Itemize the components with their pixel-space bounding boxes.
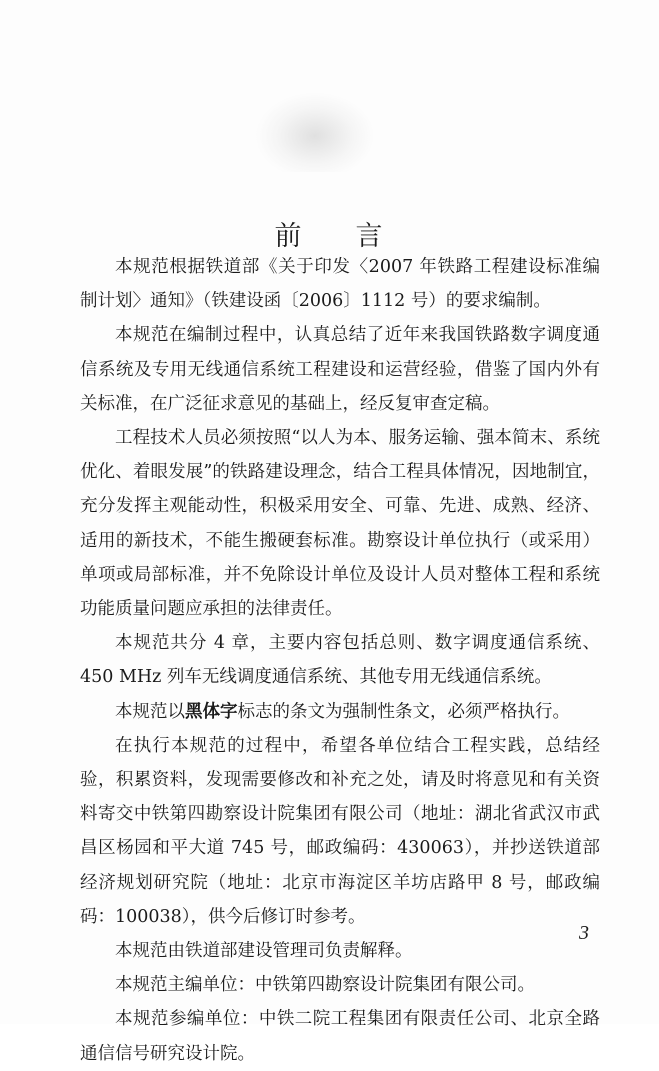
paragraph: 本规范由铁道部建设管理司负责解释。 bbox=[115, 941, 413, 962]
title-char-1: 前 bbox=[274, 221, 304, 253]
paragraph-mandatory-note bbox=[80, 695, 600, 729]
paragraph: 本规范共分 4 章，主要内容包括总则、数字调度通信系统、450 MHz 列车无线调度通信系统、其他专用无线通信系统。 bbox=[80, 633, 600, 688]
scan-smudge bbox=[255, 92, 375, 172]
page-title bbox=[0, 214, 659, 253]
page-number: 3 bbox=[579, 922, 589, 944]
preface-body bbox=[80, 250, 600, 1071]
paragraph: 本规范在编制过程中，认真总结了近年来我国铁路数字调度通信系统及专用无线通信系统工程建设和运营经验，借鉴了国内外有关标准，在广泛征求意见的基础上，经反复审查定稿。 bbox=[80, 325, 600, 414]
paragraph: 本规范根据铁道部《关于印发〈2007 年铁路工程建设标准编制计划〉通知》（铁建设函〔2006〕1112 号）的要求编制。 bbox=[80, 257, 600, 312]
note-prefix: 本规范以 bbox=[115, 701, 185, 722]
note-suffix: 标志的条文为强制性条文，必须严格执行。 bbox=[237, 701, 570, 722]
paragraph: 本规范参编单位：中铁二院工程集团有限责任公司、北京全路通信信号研究设计院。 bbox=[80, 1009, 600, 1064]
title-char-2: 言 bbox=[355, 221, 385, 253]
paragraph: 工程技术人员必须按照“以人为本、服务运输、强本简末、系统优化、着眼发展”的铁路建设理念，结合工程具体情况，因地制宜，充分发挥主观能动性，积极采用安全、可靠、先进、成熟、经济、适用的新技术，不能生搬硬套标准。勘察设计单位执行（或采用）单项或局部标准，并不免除设计单位及设计人员对整体工程和系统功能质量问题应承担的法律责任。 bbox=[80, 428, 600, 620]
paragraph: 在执行本规范的过程中，希望各单位结合工程实践，总结经验，积累资料，发现需要修改和补充之处，请及时将意见和有关资料寄交中铁第四勘察设计院集团有限公司（地址：湖北省武汉市武昌区杨园和平大道 745 号，邮政编码：430063），并抄送铁道部经济规划研究院（地址：北京市海淀区羊坊店路甲 8 号，邮政编码：100038），供今后修订时参考。 bbox=[80, 735, 600, 927]
paragraph: 本规范主编单位：中铁第四勘察设计院集团有限公司。 bbox=[115, 975, 535, 996]
note-bold-term: 黑体字 bbox=[185, 701, 238, 722]
